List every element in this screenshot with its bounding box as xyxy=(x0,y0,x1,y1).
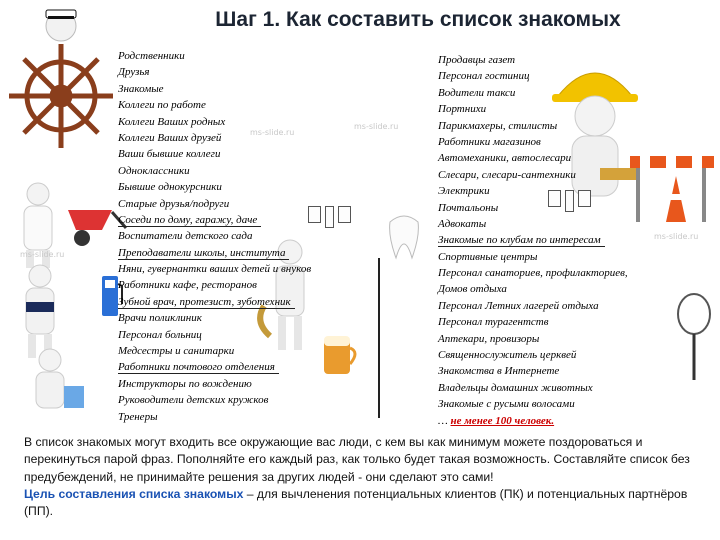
pharmacy-figure-icon xyxy=(18,346,88,426)
list-item: Парикмахеры, стилисты xyxy=(438,119,558,132)
list-item: Воспитатели детского сада xyxy=(118,230,253,243)
tooth-icon xyxy=(386,214,422,260)
signpost-pole xyxy=(378,258,380,418)
list-item: Слесари, слесари-сантехники xyxy=(438,168,576,181)
list-item: Врачи поликлиник xyxy=(118,312,202,325)
list-item: Портнихи xyxy=(438,103,487,116)
list-item-text: Зубной врач, протезист, зуботехник xyxy=(118,296,295,309)
list-item: Продавцы газет xyxy=(438,54,516,66)
watermark: ms-slide.ru xyxy=(250,128,295,137)
list-item: Персонал санаториев, профилакториев, xyxy=(438,267,628,280)
list-item xyxy=(118,245,311,261)
goal-paragraph xyxy=(4,486,716,521)
ship-wheel-captain-icon xyxy=(6,4,116,164)
list-item: Знакомые xyxy=(118,82,164,95)
page-title: Шаг 1. Как составить список знакомых xyxy=(215,8,621,31)
list-item-text: Знакомые по клубам по интересам xyxy=(438,234,605,247)
list-item: Бывшие однокурсники xyxy=(118,181,222,194)
list-item xyxy=(118,212,311,228)
list-item: Автомеханики, автослесари xyxy=(438,152,572,165)
list-item xyxy=(118,359,311,375)
minimum-count-emphasis: не менее 100 человек. xyxy=(450,414,555,427)
list-item: Водители такси xyxy=(438,86,516,99)
list-item-text: Работники почтового отделения xyxy=(118,361,279,374)
list-item: Спортивные центры xyxy=(438,250,538,263)
list-item: Аптекари, провизоры xyxy=(438,332,540,345)
list-item: Друзья xyxy=(118,66,150,79)
list-item: Знакомства в Интернете xyxy=(438,365,560,378)
watermark: ms-slide.ru xyxy=(20,250,65,259)
list-item: Персонал Летних лагерей отдыха xyxy=(438,299,599,312)
list-item: Работники кафе, ресторанов xyxy=(118,279,257,292)
list-item: Медсестры и санитарки xyxy=(118,345,235,358)
contacts-list-left xyxy=(118,48,311,425)
footer-text xyxy=(4,434,716,520)
list-item: Священнослужитель церквей xyxy=(438,349,577,362)
list-item: Одноклассники xyxy=(118,164,190,177)
list-item: Домов отдыха xyxy=(438,283,507,296)
list-item: Коллеги Ваших родных xyxy=(118,115,226,128)
traffic-barrier-icon xyxy=(626,136,716,226)
list-item: Ваши бывшие коллеги xyxy=(118,148,221,161)
watermark: ms-slide.ru xyxy=(354,122,399,131)
list-item: Электрики xyxy=(438,185,490,198)
goal-label: Цель составления списка знакомых xyxy=(24,486,244,501)
list-item: Работники магазинов xyxy=(438,135,541,148)
list-item: Родственники xyxy=(118,50,185,62)
list-item: Почтальоны xyxy=(438,201,499,214)
list-item: Персонал турагентств xyxy=(438,316,549,329)
ellipsis: … xyxy=(438,414,451,427)
list-item: Няни, гувернантки ваших детей и внуков xyxy=(118,263,312,276)
list-item: Коллеги по работе xyxy=(118,99,206,112)
watermark: ms-slide.ru xyxy=(654,232,699,241)
list-item: Руководители детских кружков xyxy=(118,394,269,407)
tennis-racket-icon xyxy=(672,292,716,382)
list-item: Инструкторы по вождению xyxy=(118,377,252,390)
list-item: Тренеры xyxy=(118,410,158,423)
list-item-text: Соседи по дому, гаражу, даче xyxy=(118,214,261,227)
app-icons-cluster xyxy=(308,206,351,228)
list-item: Знакомые с русыми волосами xyxy=(438,398,575,411)
coffee-cup-icon xyxy=(318,330,362,378)
list-item: Персонал гостиниц xyxy=(438,70,530,83)
list-item: Владельцы домашних животных xyxy=(438,381,593,394)
list-item: Персонал больниц xyxy=(118,328,202,341)
list-item: Коллеги Ваших друзей xyxy=(118,131,222,144)
contacts-list-right xyxy=(438,52,628,429)
list-item: Старые друзья/подруги xyxy=(118,197,230,210)
list-item-total xyxy=(438,413,628,429)
goal-text: – для вычленения потенциальных клиентов (ПК) и потенциальных партнёров (ПП). xyxy=(24,486,688,519)
list-item: Адвокаты xyxy=(438,217,487,230)
list-item xyxy=(118,294,311,310)
list-item-text: Преподаватели школы, института xyxy=(118,247,289,260)
list-item xyxy=(438,232,628,248)
footer-paragraph: В список знакомых могут входить все окружающие вас люди, с кем вы как минимум можете поздороваться и перекинуться парой фраз. Пополняйте его каждый раз, как только будет такая возможность. Составляйте список без предубеждений, не принимайте решения за других людей - они сделают это сами! xyxy=(24,435,690,484)
